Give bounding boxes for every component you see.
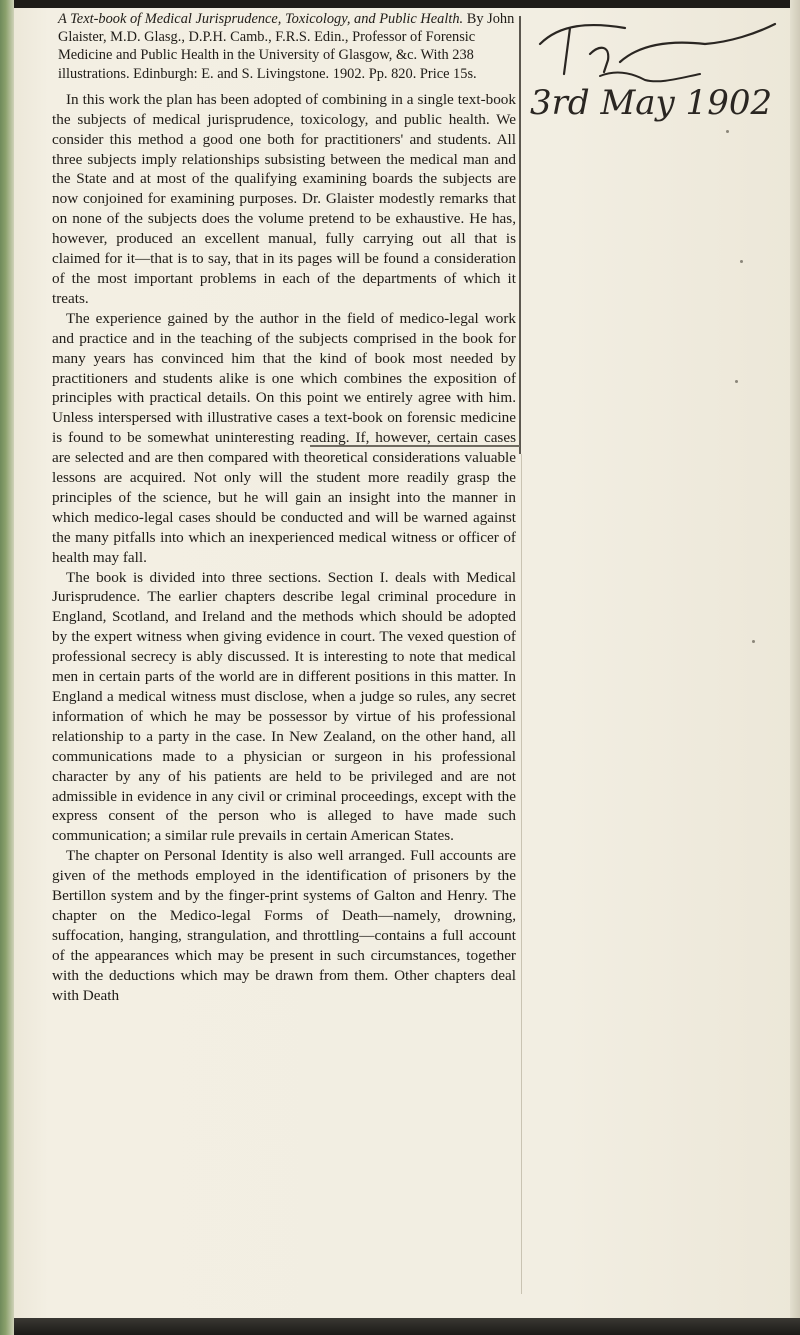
column-rule: [519, 16, 521, 454]
bottom-border: [14, 1318, 800, 1335]
book-byline: By John Glaister, M.D. Glasg., D.P.H. Camb., F.R.S. Edin., Professor of Forensic Medicine and Public Health in the University of Glasgow, &c. With 238 illustrations. Edinburgh: E. and S. Livingstone. 1902. Pp. 820. Price 15s.: [58, 11, 515, 82]
book-title: A Text-book of Medical Jurisprudence, Toxicology, and Public Health.: [58, 11, 464, 27]
top-border: [14, 0, 800, 8]
book-citation: [52, 10, 516, 83]
handwritten-annotation-svg: [530, 14, 785, 124]
annotation-line-2: 3rd May 1902: [530, 83, 773, 123]
speck: [735, 380, 738, 383]
column-rule-faint: [521, 454, 522, 1294]
speck: [752, 640, 755, 643]
speck: [740, 260, 743, 263]
binding-edge: [0, 0, 14, 1335]
handwritten-annotation: [530, 14, 785, 124]
right-edge: [790, 0, 800, 1335]
paragraph-2: The experience gained by the author in the field of medico-legal work and practice and in the teaching of the subjects comprised in the book for many years has convinced him that the kind of book most needed by practitioners and students alike is one which combines the exposition of principles with practical details. On this point we entirely agree with him. Unless interspersed with illustrative cases a text-book on forensic medicine is found to be somewhat uninteresting reading. If, however, certain cases are selected and are then compared with theoretical considerations valuable lessons are acquired. Not only will the student more readily grasp the principles of the science, but he will gain an insight into the manner in which medico-legal cases should be conducted and will be warned against the many pitfalls into which an inexperienced medical witness or officer of health may fall.: [52, 309, 516, 566]
signature-stroke-1: [540, 24, 775, 74]
speck: [726, 130, 729, 133]
paragraph-1: In this work the plan has been adopted of combining in a single text-book the subjects of medical jurisprudence, toxicology, and public health. We consider this method a good one both for practitioners' and students. All three subjects imply relationships subsisting between the medical man and the State and at most of the qualifying examining boards the subjects are now conjoined for examining purposes. Dr. Glaister modestly remarks that on none of the subjects does the volume pretend to be exhaustive. He has, however, produced an excellent manual, fully carrying out all that is claimed for it—that is to say, that in its pages will be found a consideration of the most important problems in each of the departments of which it treats.: [52, 90, 516, 307]
paragraph-4: The chapter on Personal Identity is also well arranged. Full accounts are given of the methods employed in the identification of prisoners by the Bertillon system and by the finger-print systems of Galton and Henry. The chapter on the Medico-legal Forms of Death—namely, drowning, suffocation, hanging, strangulation, and throttling—contains a full account of the appearances which may be present in such circumstances, together with the deductions which may be drawn from them. Other chapters deal with Death: [52, 847, 516, 1004]
review-column: [52, 10, 516, 1006]
signature-stroke-2: [600, 73, 700, 82]
paragraph-3: The book is divided into three sections. Section I. deals with Medical Jurisprudence. The earlier chapters describe legal criminal procedure in England, Scotland, and Ireland and the methods which should be adopted by the expert witness when giving evidence in court. The vexed question of professional secrecy is ably discussed. It is interesting to note that medical men in certain parts of the world are in different positions in this matter. In England a medical witness must disclose, when a judge so rules, any secret information of which he may be possessor by virtue of his professional relationship to a party in the case. In New Zealand, on the other hand, all communications made to a physician or surgeon in his professional character by any of his patients are held to be privileged and are not admissible in evidence in any civil or criminal proceedings, except with the express consent of the person who is alleged to have made such communication; a similar rule prevails in certain American States.: [52, 568, 516, 845]
